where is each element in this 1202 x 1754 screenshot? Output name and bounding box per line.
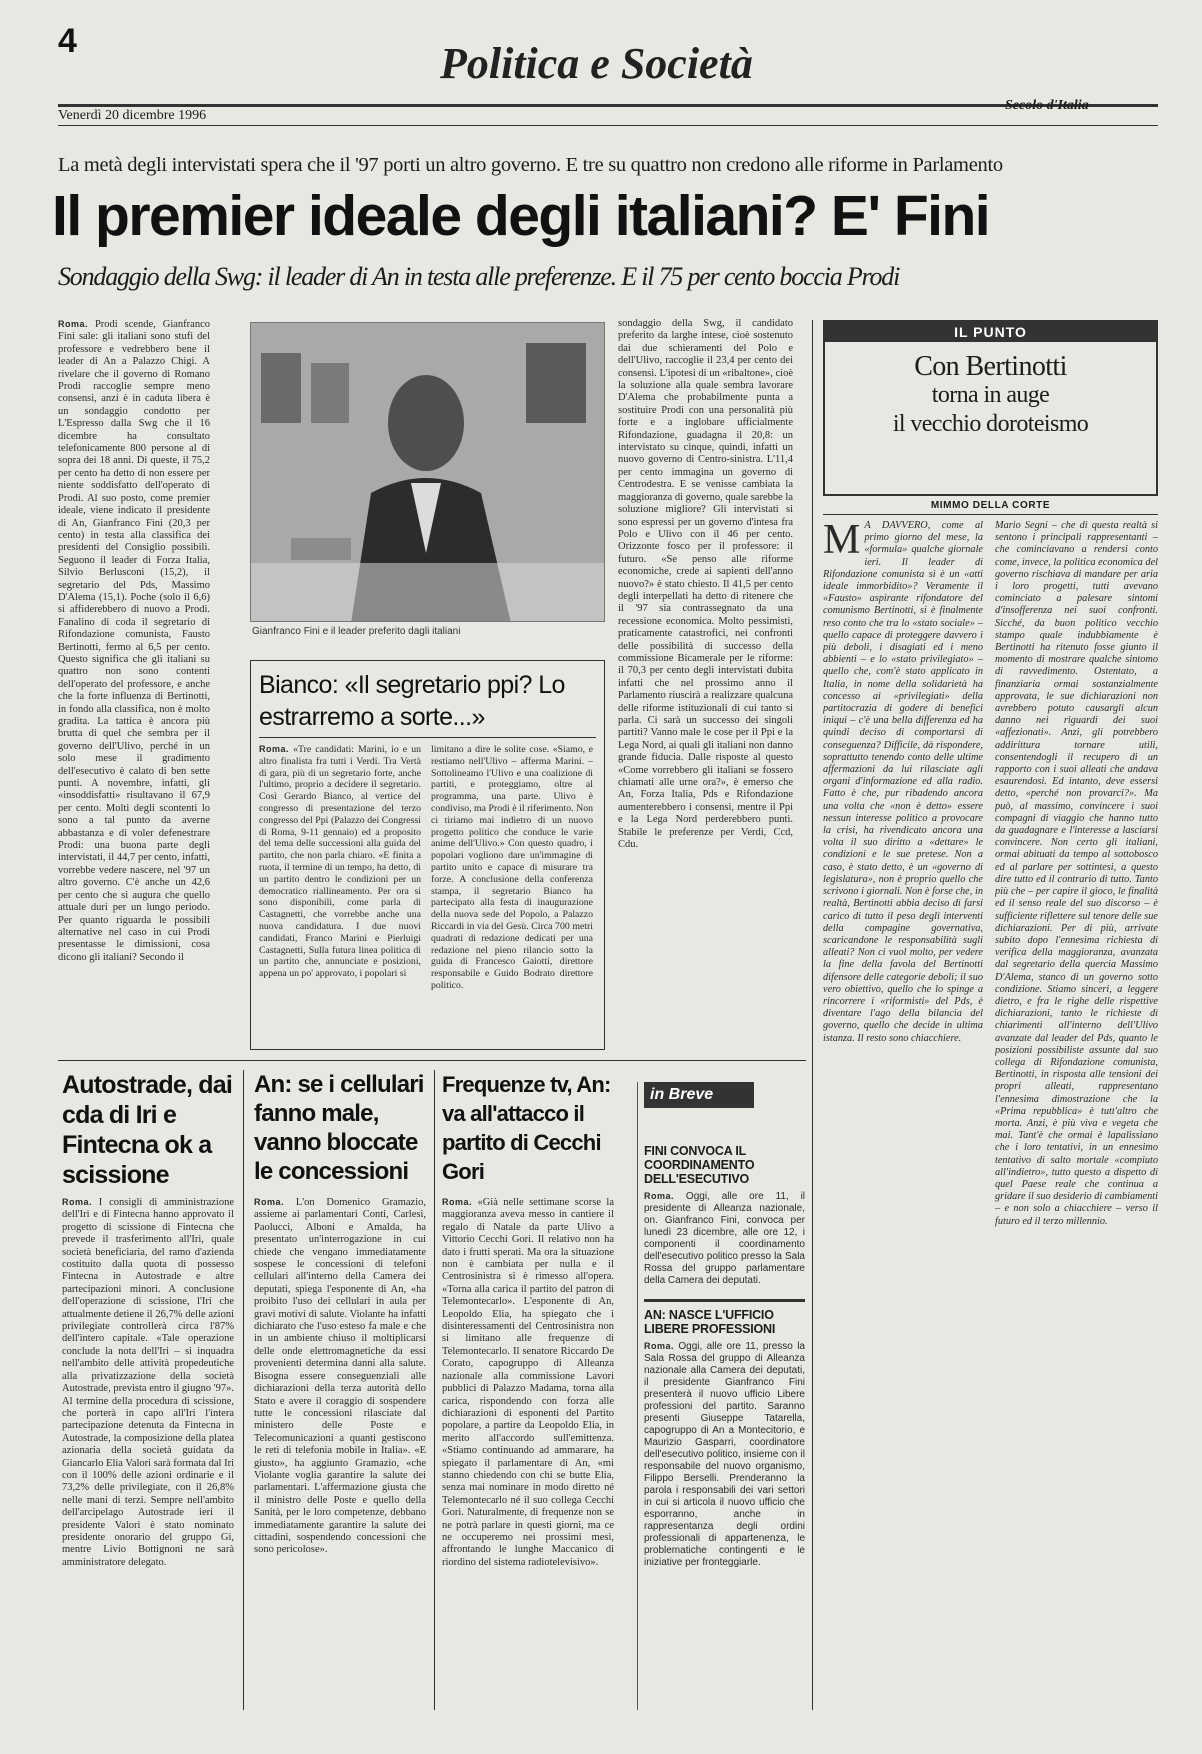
fini-portrait-illustration — [251, 323, 605, 622]
lead-kicker: La metà degli intervistati spera che il '97 porti un altro governo. E tre su quattro non credono alle riforme in Parlamento — [58, 154, 1003, 176]
bianco-rule — [259, 737, 596, 738]
cellulari-headline: An: se i cellulari fanno male, vanno bloccate le concessioni — [254, 1071, 424, 1185]
col-rule-2 — [434, 1070, 435, 1710]
frequenze-text: «Già nelle settimane scorse la maggioranza aveva messo in cantiere il regalo di Natale da parte Ulivo a Vittorio Cecchi Gori. Il relativo non ha dato i frutti sperati. Ma ora la situazione non è cambiata per nulla e il Centrosinistra si è rimesso all'opera. «Torna alla carica il partito del patron di Telemontecarlo». L'esponente di An, Leopoldo Elia, ha spiegato che i disinteressamenti del Centrosinistra non si limitano alle frequenze di Telemontecarlo. Il senatore Riccardo De Corato, capogruppo di Alleanza nazionale alla commissione Lavori pubblici di Palazzo Madama, torna alla carica, rispondendo con forza alle dichiarazioni di esponenti del Partito popolare, a partire da Leopoldo Elia, in merito all'accordo sull'emittenza. «Stiamo continuando ad ammarare, ha spiegato il parlamentare di An, «mi stanno chiedendo con chi se butte Elia, senza mai nominare in modo diretto né Telemontecarlo né il suo collega Cecchi Gori. Naturalmente, di frequenze non se ne potrà parlare in questi giorni, ma ce ne occuperemo nei prossimi mesi, affrontando le lunghe Maccanico di riordino del sistema radiotelevisivo». — [442, 1197, 614, 1568]
page-number: 4 — [58, 22, 77, 60]
autostrade-dateline: Roma. — [62, 1197, 93, 1207]
autostrade-headline: Autostrade, dai cda di Iri e Fintecna ok a scissione — [62, 1071, 232, 1189]
right-column-rule — [812, 320, 813, 1710]
lead-photo — [250, 322, 605, 622]
photo-caption: Gianfranco Fini e il leader preferito dagli italiani — [252, 626, 461, 637]
lead-article-col3: sondaggio della Swg, il candidato preferito da larghe intese, cioè sostenuto dai due schieramenti del Polo e dell'Ulivo, raccoglie il 23,4 per cento dei consensi. L'ipotesi di un «ribaltone», cioè la soluzione alla quale sembra lavorare D'Alema che probabilmente punta a sostituire Prodi con una personalità più forte e a inglobare ufficialmente Rifondazione, guadagna il 20,8: un intervistato su cinque, quindi, infatti un nuovo governo di Centro-sinistra. L'11,4 per cento immagina un governo di Centrodestra. E se venisse cambiata la maggioranza di governo, quale sarebbe la soluzione migliore? Gli intervistati si sono espressi per un governo d'intesa fra Polo e Ulivo con il 46 per cento. Orizzonte fosco per il professore: il futuro. «Se penso alle riforme economiche, crede ai sapienti dell'anno nuovo?» è stato chiesto. Il 41,5 per cento degli interpellati ha detto di ritenere che il '97 sia contrassegnato da una recessione economica. Molto pessimisti, praticamente catastrofici, nei confronti delle possibilità di successo della commissione Bicamerale per le riforme: il 70,3 per cento degli intervistati dubita infatti che nel prossimo anno il Parlamento riuscirà a realizzare qualcuna delle riforme istituzionali di cui tanto si parla. Ci sarà un successo dei singoli partiti? Vanno male le cose per il Ppi e la Lega Nord, ai quali gli italiani non danno grande fiducia. Dalle risposte al questo «Come vorrebbero gli italiani se fossero chiamati alle urne ora?», è emerso che An, Forza Italia, Pds e Rifondazione aumenterebbero i consensi, mentre il Ppi e la Lega Nord perderebbero punti. Stabile le preferenze per Verdi, Ccd, Cdu. — [618, 318, 793, 851]
frequenze-article — [442, 1196, 614, 1706]
frequenze-headline: Frequenze tv, An: va all'attacco il partito di Cecchi Gori — [442, 1072, 611, 1184]
autostrade-text: I consigli di amministrazione dell'Iri e di Fintecna hanno approvato il progetto di scissione di Fintecna che prevede il trasferimento all'Iri, quale società beneficiaria, del ramo d'azienda costituito dalla quota di possesso Fintecna in Autostrade e altre partecipazioni minori. A conclusione dell'operazione di scissione, l'Iri che attualmente detiene il 26,7% delle azioni privilegiate controllerà circa l'87% dell'intero capitale. «Tale operazione conclude la nota dell'Iri – si inquadra nell'ambito delle attività propedeutiche alla privatizzazione della società Autostrade, prevista entro il giugno '97». Al termine della procedura di scissione, che porterà in capo all'Iri l'intera partecipazione detenuta da Fintecna in Autostrade, la composizione della platea azionaria della società guidata da Giancarlo Elia Valori sarà formata dal Iri con il 100% delle azioni ordinarie e il 73,2% delle privilegiate, con il 26,8% nelle mani di terzi. Sempre nell'ambito dell'arcipelago Autostrade ieri il presidente Valori è stato nominato presidente onorario del gruppo Gi, mentre Livio Bottignoni ne sarà amministratore delegato. — [62, 1197, 234, 1568]
punto-author-rule — [823, 514, 1158, 515]
autostrade-article — [62, 1196, 234, 1706]
newspaper-name: Secolo d'Italia — [1005, 98, 1089, 113]
cellulari-text: L'on Domenico Gramazio, assieme ai parlamentari Conti, Carlesi, Paolucci, Alboni e Amalda, ha presentato un'interrogazione in cui chiede che vengano immediatamente sospese le concessioni di telefoni cellulari all'interno della Camera dei deputati, spiega l'esponente di An, «ha proibito l'uso dei cellulari in aula per gravi motivi di salute. Violante ha infatti dichiarato che l'uso esteso fa male e che in un ambiente chiuso il moltiplicarsi delle onde elettromagnetiche da essi provenienti determina danni alla salute. Bisogna essere conseguenziali alle dichiarazioni della terza autorità dello Stato e avere il coraggio di sospendere tutte le concessioni rilasciate dal ministero delle Poste e Telecomunicazioni a quanti gestiscono le reti di telefonia mobile in Italia». «E giusto», ha aggiunto Gramazio, «che Violante voglia garantire la salute dei parlamentari. L'affermazione giusta che il ministro delle Poste e quello della Sanità, per le loro competenze, debbano immediatamente garantire la salute dei cittadini, sospendendo concessioni che sono pericolose». — [254, 1197, 426, 1556]
bianco-col1 — [259, 744, 421, 1044]
punto-title-line2: torna in auge — [931, 382, 1050, 408]
date-rule — [58, 125, 1158, 126]
cellulari-article — [254, 1196, 426, 1706]
brevi-label: in Breve — [644, 1082, 754, 1108]
punto-label: IL PUNTO — [825, 322, 1156, 342]
brevi-item1-text: Oggi, alle ore 11, il presidente di Alleanza nazionale, on. Gianfranco Fini, convoca per lunedì 23 dicembre, alle ore 12, i componenti il coordinamento dell'esecutivo politico presso la Sala Rossa del gruppo parlamentare della Camera dei deputati. — [644, 1191, 805, 1286]
lead-headline: Il premier ideale degli italiani? E' Fini — [52, 184, 990, 248]
bianco-col2: limitano a dire le solite cose. «Siamo, e restiamo nell'Ulivo – afferma Marini. – Sottolineamo l'Ulivo e una coalizione di partiti, e proteggiamo, oltre al programma, una parte. Ulivo è condiviso, ma Prodi è il riferimento. Non ci tiriamo mai indietro di un nuovo progetto politico che conduce le varie anime dell'Ulivo.» Con questo quadro, i popolari vogliono dare un'immagine di partito unito e capace di misurare tra forze. A conclusione della conferenza stampa, il segretario Bianco ha partecipato alla festa di inaugurazione della nuova sede del Popolo, a Palazzo Riccardi in via del Gesù. Circa 700 metri quadrati di redazione dedicati per una redazione nel pieno rilancio sotto la guida di Francesco Gaiotti, direttore responsabile e Guido Bodrato direttore politico. — [431, 744, 593, 991]
punto-title — [825, 352, 1156, 439]
punto-box — [823, 320, 1158, 496]
brevi-rule — [644, 1299, 805, 1302]
punto-author: MIMMO DELLA CORTE — [930, 500, 1051, 511]
col-rule-1 — [243, 1070, 244, 1710]
brevi-item1 — [644, 1190, 805, 1287]
punto-col2: Mario Segni – che di questa realtà si sentono i principali rappresentanti – che cominciavano a rendersi conto come, invece, la politica economica del governo rischiava di mandare per aria i loro progetti, tutti avevano cominciato a palesare sintomi d'insofferenza nei suoi confronti. Sicché, da buon politico vecchio stampo quale indubbiamente è Bertinotti ha ritenuto fosse giunto il momento di mostrare qualche sintomo di ravvedimento. Ostentato, a finanziaria ormai sostanzialmente approvata, le sue dichiarazioni non avrebbero potuto causargli alcun danno nei riguardi dei suoi «affezionati». Anzi, gli potrebbero addirittura tornare utili, consentendogli il recupero di un rapporto con i suoi alleati che andava esaurendosi. Ed intanto, deve essersi detto, «perché non provarci?». Ma può, al massimo, convincere i suoi compagni di viaggio che hanno tutto da guadagnare e l'interesse a lasciarsi convincere. Non certo gli italiani, ormai abituati da tempo al sottobosco ed al parlare per sottintesi, a questo dire tutto ed il contrario di tutto. Tanto più che – per capire il gioco, le finalità ed il senso reale del suo discorso – è sufficiente riflettere sul tenore delle sue dichiarazioni. Per di più, arrivate subito dopo l'ennesima richiesta di verifica della maggioranza, avanzata dal segretario della quercia Massimo D'Alema, stanco di un governo sotto condizione. Stiamo sinceri, a leggere dietro, e fra le righe delle rispettive dichiarazioni, tanto le richieste di chiarimenti all'interno dell'Ulivo avanzate dal leader del Pds, quanto le posizioni possibiliste assunte dal suo collega di Rifondazione comunista, Bertinotti, in risposta alle tensioni dei propri alleati, rappresentano l'ennesima dimostrazione che la «Prima repubblica» è tutt'altro che morta. Anzi, è più viva e vegeta che mai. Tant'è che ormai è lapalissiano che i loro tentativi, in un ennesimo tentativo di salto mortale «compiuto all'indietro», tutto questo a dispetto di quel Paese reale che continua a gridare il suo desiderio di cambiamenti – e non solo a chiacchiere – verso il futuro ed il terzo millennio. — [995, 520, 1158, 1227]
lead-text-col1: Prodi scende, Gianfranco Fini sale: gli italiani sono stufi del professore e vedrebbero bene il leader di An a Palazzo Chigi. A rivelare che il governo di Romano Prodi raccoglie sempre meno consensi, anzi è in caduta libera è un sondaggio condotto per L'Espresso dalla Swg che il 16 dicembre ha consultato telefonicamente 800 persone al di sopra dei 18 anni. Di queste, il 75,2 per cento ha detto di non essere per niente soddisfatto dell'operato di Prodi. Al suo posto, come premier ideale, viene indicato il presidente di An, Gianfranco Fini (20,3 per cento) in testa alla classifica dei presidenti del Consiglio possibili. Seguono il leader di Forza Italia, Silvio Berlusconi (15,2), il segretario del Pds, Massimo D'Alema (15,1). Poche (solo il 6,6) si affiderebbero di nuovo a Prodi. Fanalino di coda il segretario di Rifondazione comunista, Fausto Bertinotti, fermo al 6,5 per cento. Questo significa che gli italiani su quattro non sono contenti dell'operato del professore, e anche che la forte influenza di Bertinotti, in fondo alla classifica, non è molto gradita. La tattica è ancora più brutta di quel che sembra per il governo dell'Ulivo, perché in un solo mese il gradimento dell'esecutivo è calato di ben sette punti. A novembre, infatti, gli «insoddisfatti» risultavano il 67,9 per cento. Molti degli scontenti lo sono a tal punto da averne abbastanza e di voler defenestrare Prodi: una buona parte degli intervistati, il 44,7 per cento, infatti, vorrebbe vedere nascere, nel '97 un altro governo. C'è anche un 42,6 per cento che si augura che quello attuale duri per un lungo periodo. Per quanto riguarda le possibili alternative nel caso in cui Prodi presentasse le dimissioni, cosa dicono gli italiani? Secondo il — [58, 319, 210, 963]
section-title: Politica e Società — [440, 39, 753, 88]
lead-dateline: Roma. — [58, 319, 89, 329]
lead-article-col1 — [58, 318, 210, 1050]
punto-col1 — [823, 520, 983, 1710]
cellulari-dateline: Roma. — [254, 1197, 285, 1207]
frequenze-dateline: Roma. — [442, 1197, 473, 1207]
lead-subhead: Sondaggio della Swg: il leader di An in testa alle preferenze. E il 75 per cento boccia Prodi — [58, 262, 900, 291]
masthead-rule — [58, 104, 1158, 107]
punto-title-line1: Con Bertinotti — [914, 351, 1067, 382]
issue-date: Venerdì 20 dicembre 1996 — [58, 108, 207, 123]
punto-text-col1: A DAVVERO, come al primo giorno del mese, la «formula» qualche giornale ieri. Il leader di Rifondazione comunista si è un «atti ideale immorbidito»? Veramente il «Fausto» aspirante rifondatore del comunismo Bertinotti, si è finalmente reso conto che tra lo «stato sociale» – quello capace di proteggere davvero i più deboli, i disagiati ed i meno abbienti – e lo «stato privilegiato» – quello che, com'è stato applicato in Italia, in nome della solidarietà ha concesso ai «privilegiati» della partitocrazia di godere di benefici iniqui – c'è una bella differenza ed ha quindi deciso di comportarsi di conseguenza? Difficile, dà rispondere, soprattutto tenendo conto delle ultime affermazioni da lui rilasciate agli organi d'informazione ed alla radio. Fatto è che, pur ribadendo ancora una volta che «non è detto» essere nessun interesse politico a provocare la crisi, ha rivendicato ancora una volta il suo diritto a «dettare» le condizioni e le sue pretese. Non a caso, è stato detto, è un «governo di legislatura», non è proprio quello che scrivono i giornali. Non è forse che, in realtà, Bertinotti abbia deciso di farsi carico di tutto il peso degli interventi della compagine governativa, scaricandone le responsabilità sugli alleati? Non ci vuol molto, per vedere la fine della favola del Bertinotti difensore delle categorie deboli; il suo vero obiettivo, quello che lo spinge a rincorrere i «riformisti» del Pds, è diventare l'ago della bilancia del governo, quello che decide in ultima istanza. Il resto sono chiacchiere. — [823, 520, 983, 1044]
bianco-dateline: Roma. — [259, 744, 290, 754]
brevi-item2-text: Oggi, alle ore 11, presso la Sala Rossa del gruppo di Alleanza nazionale alla Camera dei deputati, il presidente Gianfranco Fini presenterà il nuovo ufficio Libere professioni del partito. Saranno presenti Giuseppe Tatarella, capogruppo di An a Montecitorio, e Maurizio Gasparri, coordinatore dell'esecutivo politico, insieme con il responsabile del nuovo organismo, Filippo Berselli. Prenderanno la parola i responsabili dei vari settori in cui si articola il nuovo ufficio che esporranno, anche in rappresentanza degli ordini professionali di appartenenza, le problematiche contingenti e le iniziative per fronteggiarle. — [644, 1341, 805, 1568]
punto-title-line3: il vecchio doroteismo — [892, 411, 1089, 437]
section-divider — [58, 1060, 806, 1061]
brevi-item1-dateline: Roma. — [644, 1191, 675, 1201]
punto-dropcap: M — [823, 520, 861, 563]
brevi-box — [637, 1082, 805, 1710]
brevi-item1-title: FINI CONVOCA IL COORDINAMENTO DELL'ESECUTIVO — [644, 1144, 755, 1186]
brevi-item2 — [644, 1340, 805, 1640]
bianco-text-col1: «Tre candidati: Marini, io e un altro finalista fra tutti i Verdi. Tra Vertà di gara, più di un segretario forte, anche l'ultimo, proprio a decidere il segretario. Così Gerardo Bianco, al vertice del congresso di presentazione del terzo congresso del Ppi (Palazzo dei Congressi di Roma, 9-11 gennaio) ed a proposito del tema delle successioni alla guida del partito, che non parla chiaro. «E finita a ruota, il termine di un tempo, ha detto, di un partito dentro le condizioni per un democratico riallineamento. Per ora si sono disponibili, come parla di Castagnetti, che vorrebbe anche una nuova candidatura. I due nuovi candidati, Franco Marini e Pierluigi Castagnetti, Sulla futura linea politica di un partito che, annunciate e posizioni, appena un po' approvato, i popolari si — [259, 744, 421, 980]
bianco-headline: Bianco: «Il segretario ppi? Lo estrarremo a sorte...» — [259, 671, 565, 731]
bianco-box — [250, 660, 605, 1050]
brevi-item2-title: AN: NASCE L'UFFICIO LIBERE PROFESSIONI — [644, 1308, 776, 1336]
brevi-item2-dateline: Roma. — [644, 1341, 675, 1351]
